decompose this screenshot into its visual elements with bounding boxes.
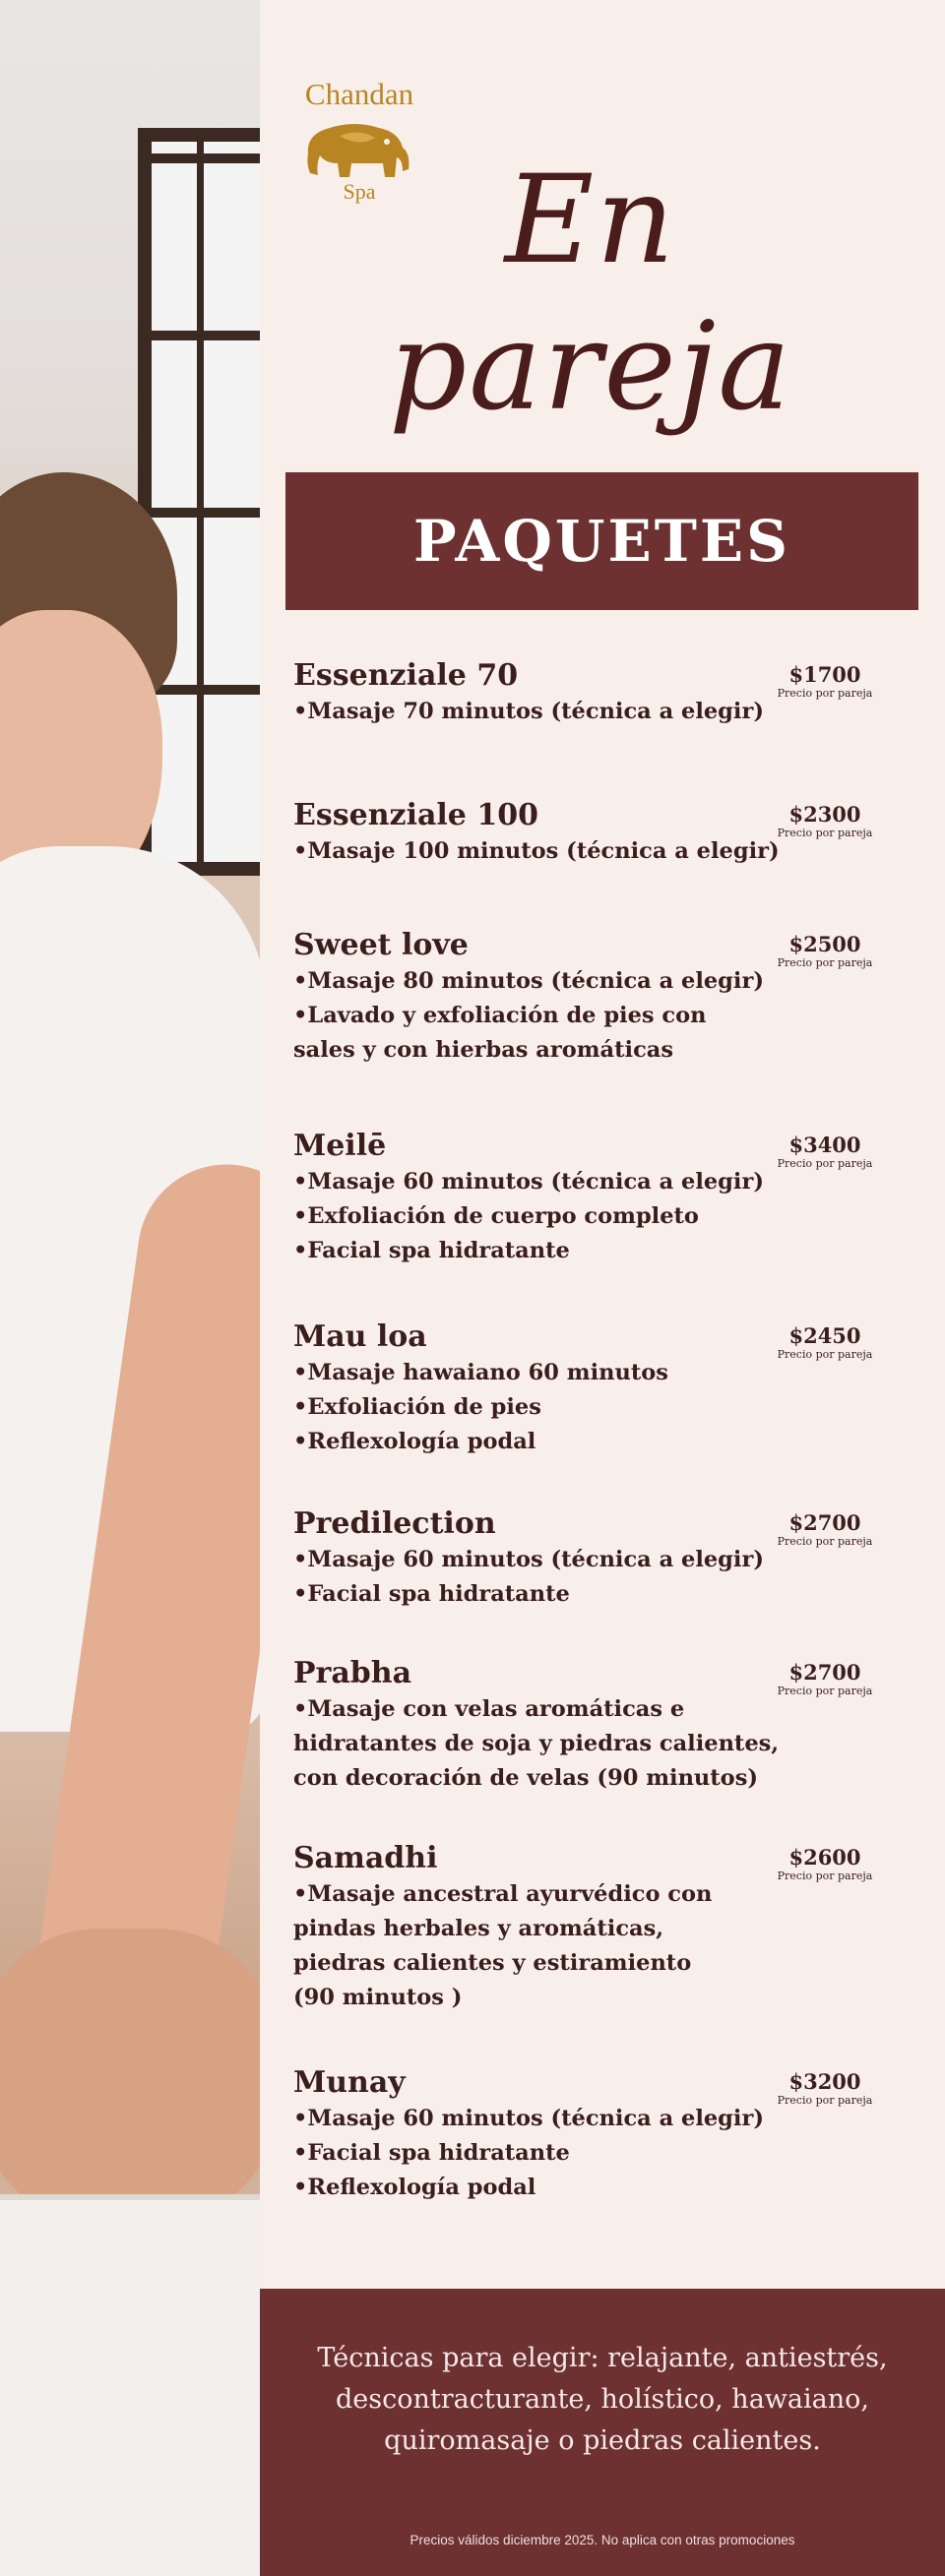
package-price xyxy=(766,933,884,970)
package-item xyxy=(293,927,884,1068)
package-item xyxy=(293,1505,884,1612)
package-item xyxy=(293,1319,884,1459)
client-back xyxy=(0,1929,260,2224)
package-item xyxy=(293,1128,884,1268)
section-banner: PAQUETES xyxy=(285,472,918,610)
package-name: Samadhi xyxy=(293,1841,438,1875)
package-name: Mau loa xyxy=(293,1319,427,1354)
price-value: $2600 xyxy=(788,1845,861,1870)
package-detail: •Exfoliación de pies xyxy=(293,1394,541,1420)
package-detail: pindas herbales y aromáticas, xyxy=(293,1916,664,1941)
price-note: Precio por pareja xyxy=(777,1157,873,1170)
price-value: $3200 xyxy=(788,2069,861,2094)
package-detail: •Reflexología podal xyxy=(293,1429,536,1454)
price-note: Precio por pareja xyxy=(777,1685,873,1697)
package-detail: •Masaje 80 minutos (técnica a elegir) xyxy=(293,968,764,994)
package-price xyxy=(766,803,884,840)
price-note: Precio por pareja xyxy=(777,687,873,700)
package-detail: •Masaje 100 minutos (técnica a elegir) xyxy=(293,838,780,864)
price-note: Precio por pareja xyxy=(777,827,873,839)
package-name: Essenziale 100 xyxy=(293,798,538,832)
package-detail: •Facial spa hidratante xyxy=(293,1238,570,1263)
package-item xyxy=(293,2064,884,2205)
package-name: Predilection xyxy=(293,1506,496,1541)
price-note: Precio por pareja xyxy=(777,956,873,969)
package-detail: •Lavado y exfoliación de pies con xyxy=(293,1003,707,1028)
price-value: $1700 xyxy=(788,662,861,687)
towel xyxy=(0,2194,260,2576)
package-detail: •Masaje 60 minutos (técnica a elegir) xyxy=(293,1547,764,1572)
package-detail: •Facial spa hidratante xyxy=(293,2140,570,2166)
price-value: $3400 xyxy=(788,1133,861,1157)
price-value: $2700 xyxy=(788,1660,861,1685)
package-name: Sweet love xyxy=(293,928,469,962)
package-detail: •Facial spa hidratante xyxy=(293,1581,570,1607)
package-detail: (90 minutos ) xyxy=(293,1985,463,2010)
footer xyxy=(260,2289,945,2576)
package-name: Prabha xyxy=(293,1656,412,1690)
package-price xyxy=(766,663,884,701)
package-item xyxy=(293,1655,884,1796)
package-detail: •Masaje 60 minutos (técnica a elegir) xyxy=(293,1169,764,1195)
massage-photo xyxy=(0,0,260,2576)
package-price xyxy=(766,1846,884,1883)
brand-name-bottom: Spa xyxy=(343,179,376,204)
price-value: $2450 xyxy=(788,1323,861,1348)
package-name: Essenziale 70 xyxy=(293,658,519,693)
package-price xyxy=(766,1134,884,1171)
package-detail: •Masaje hawaiano 60 minutos xyxy=(293,1360,668,1385)
package-price xyxy=(766,1511,884,1549)
package-name: Meilē xyxy=(293,1129,387,1163)
price-note: Precio por pareja xyxy=(777,2094,873,2107)
package-item xyxy=(293,657,884,729)
validity-note: Precios válidos diciembre 2025. No aplica con otras promociones xyxy=(410,2533,795,2547)
page-title: En pareja xyxy=(388,150,793,438)
package-price xyxy=(766,2070,884,2108)
package-detail: •Exfoliación de cuerpo completo xyxy=(293,1203,699,1229)
package-detail: sales y con hierbas aromáticas xyxy=(293,1037,674,1063)
package-price xyxy=(766,1324,884,1362)
price-note: Precio por pareja xyxy=(777,1870,873,1882)
package-item xyxy=(293,797,884,869)
techniques-text: Técnicas para elegir: relajante, antiestrés, descontracturante, holístico, hawaiano, quiromasaje o piedras calientes. xyxy=(317,2343,888,2456)
package-price xyxy=(766,1661,884,1698)
package-detail: •Masaje con velas aromáticas e xyxy=(293,1696,685,1722)
price-value: $2500 xyxy=(788,932,861,956)
package-detail: hidratantes de soja y piedras calientes, xyxy=(293,1731,780,1756)
package-detail: •Masaje 60 minutos (técnica a elegir) xyxy=(293,2106,764,2131)
package-detail: •Reflexología podal xyxy=(293,2175,536,2200)
package-detail: •Masaje 70 minutos (técnica a elegir) xyxy=(293,699,764,724)
package-item xyxy=(293,1840,884,2015)
brand-name-top: Chandan xyxy=(304,77,414,111)
package-detail: con decoración de velas (90 minutos) xyxy=(293,1765,759,1791)
package-name: Munay xyxy=(293,2065,406,2100)
price-note: Precio por pareja xyxy=(777,1535,873,1548)
package-detail: •Masaje ancestral ayurvédico con xyxy=(293,1881,713,1907)
price-note: Precio por pareja xyxy=(777,1348,873,1361)
price-value: $2300 xyxy=(788,802,861,827)
price-value: $2700 xyxy=(788,1510,861,1535)
package-detail: piedras calientes y estiramiento xyxy=(293,1950,692,1976)
